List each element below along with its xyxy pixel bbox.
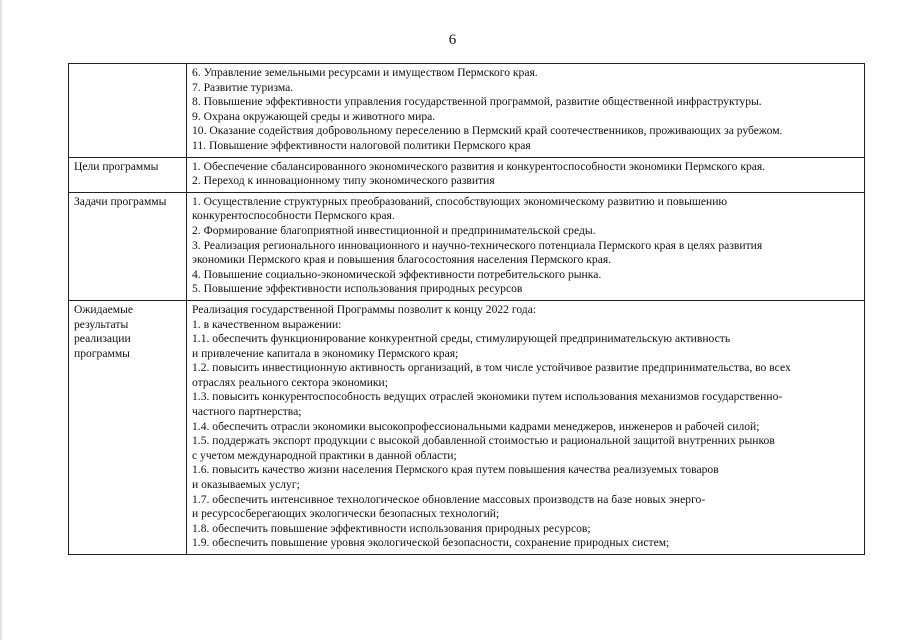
- table-row: [69, 192, 865, 300]
- content-line: 1.3. повысить конкурентоспособность ведущих отраслей экономики путем использования механизмов государственно-: [192, 390, 783, 404]
- content-line: 2. Формирование благоприятной инвестиционной и предпринимательской среды.: [192, 223, 596, 237]
- row-label-cell: [69, 157, 187, 192]
- content-line: 1. Осуществление структурных преобразований, способствующих экономическому развитию и повышению: [192, 194, 728, 208]
- row-label-cell: [69, 64, 187, 158]
- row-label-line: Ожидаемые: [74, 302, 134, 316]
- page-number: 6: [448, 32, 457, 48]
- content-line: и оказываемых услуг;: [192, 478, 300, 492]
- program-passport-table: [68, 63, 865, 555]
- content-line: 5. Повышение эффективности использования природных ресурсов: [192, 282, 523, 296]
- row-label-cell: [69, 192, 187, 300]
- content-line: с учетом международной практики в данной области;: [192, 448, 457, 462]
- content-line: 1. в качественном выражении:: [192, 317, 342, 331]
- row-content-cell: [187, 157, 865, 192]
- content-line: Реализация государственной Программы позволит к концу 2022 года:: [192, 302, 537, 316]
- content-line: 1.7. обеспечить интенсивное технологическое обновление массовых производств на базе новых энерго-: [192, 492, 706, 506]
- table-body: [69, 64, 865, 555]
- content-line: 11. Повышение эффективности налоговой политики Пермского края: [192, 138, 531, 152]
- content-line: и ресурсосберегающих экологически безопасных технологий;: [192, 507, 500, 521]
- content-line: 2. Переход к инновационному типу экономического развития: [192, 174, 495, 188]
- content-line: 4. Повышение социально-экономической эффективности потребительского рынка.: [192, 267, 602, 281]
- row-label-line: Задачи программы: [74, 194, 167, 208]
- content-line: и привлечение капитала в экономику Пермского края;: [192, 346, 459, 360]
- content-line: 1.8. обеспечить повышение эффективности использования природных ресурсов;: [192, 521, 591, 535]
- content-line: конкурентоспособности Пермского края.: [192, 209, 395, 223]
- content-line: экономики Пермского края и повышения благосостояния населения Пермского края.: [192, 253, 612, 267]
- scan-edge-shadow: [0, 0, 3, 640]
- content-line: 1.6. повысить качество жизни населения Пермского края путем повышения качества реализуемых товаров: [192, 463, 719, 477]
- content-line: 1.5. поддержать экспорт продукции с высокой добавленной стоимостью и рациональной защитой внутренних рынков: [192, 434, 775, 448]
- content-line: 1.1. обеспечить функционирование конкурентной среды, стимулирующей предпринимательскую активность: [192, 332, 731, 346]
- row-label-line: Цели программы: [74, 159, 159, 173]
- content-line: 7. Развитие туризма.: [192, 80, 294, 94]
- table-row: [69, 64, 865, 158]
- row-label-line: программы: [74, 346, 130, 360]
- row-label-line: результаты: [74, 317, 129, 331]
- table-row: [69, 300, 865, 554]
- content-line: 6. Управление земельными ресурсами и имуществом Пермского края.: [192, 66, 538, 79]
- row-content-cell: [187, 192, 865, 300]
- content-line: 10. Оказание содействия добровольному переселению в Пермский край соотечественников, проживающих за рубежом.: [192, 124, 783, 138]
- row-label-line: реализации: [74, 332, 131, 346]
- table-row: [69, 157, 865, 192]
- row-label-cell: [69, 300, 187, 554]
- content-line: 1. Обеспечение сбалансированного экономического развития и конкурентоспособности экономики Пермского края.: [192, 159, 766, 173]
- content-line: 3. Реализация регионального инновационного и научно-технического потенциала Пермского края в целях развития: [192, 238, 763, 252]
- content-line: 9. Охрана окружающей среды и животного мира.: [192, 109, 436, 123]
- content-line: 1.4. обеспечить отрасли экономики высокопрофессиональными кадрами менеджеров, инженеров и рабочей силой;: [192, 419, 760, 433]
- content-line: частного партнерства;: [192, 405, 302, 419]
- content-line: 1.2. повысить инвестиционную активность организаций, в том числе устойчивое развитие предпринимательства, во всех: [192, 361, 791, 375]
- content-line: 1.9. обеспечить повышение уровня экологической безопасности, сохранение природных систем;: [192, 536, 670, 550]
- content-line: 8. Повышение эффективности управления государственной программой, развитие общественной инфраструктуры.: [192, 95, 762, 109]
- content-line: отраслях реального сектора экономики;: [192, 375, 388, 389]
- row-content-cell: [187, 300, 865, 554]
- row-content-cell: [187, 64, 865, 158]
